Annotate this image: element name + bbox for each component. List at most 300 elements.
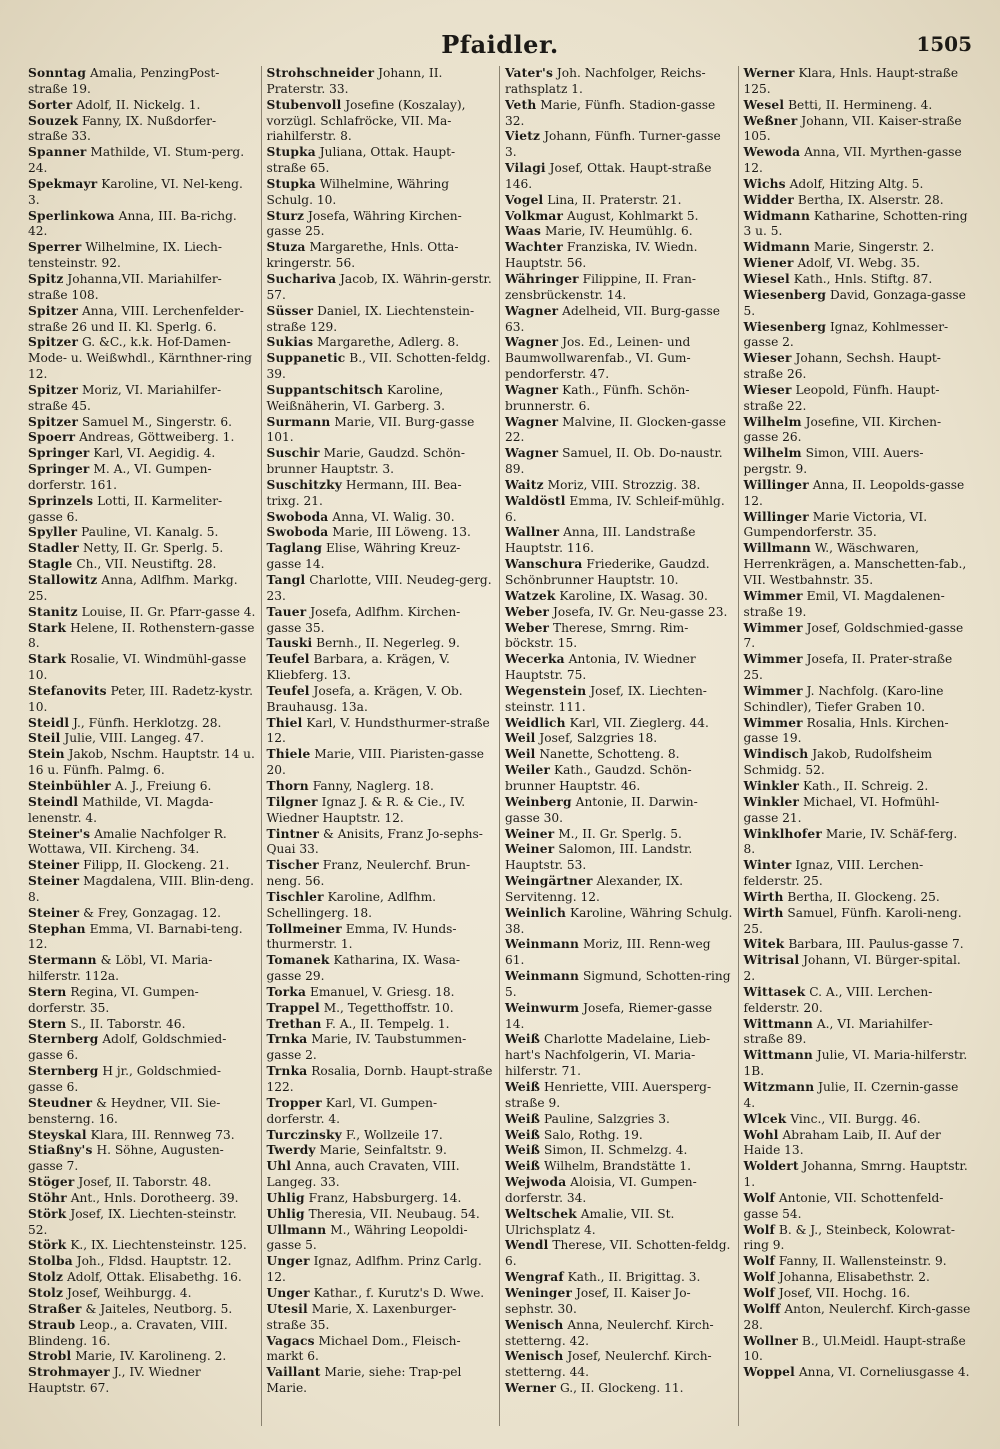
directory-entry xyxy=(744,383,972,415)
entry-details: H jr., Goldschmied-gasse 6. xyxy=(28,1064,222,1094)
entry-name: Steidl xyxy=(28,715,70,730)
entry-details: F., Wollzeile 17. xyxy=(345,1127,443,1142)
entry-name: Weltschek xyxy=(505,1206,577,1221)
entry-details: B., Ul.Meidl. Haupt-straße 10. xyxy=(743,1333,966,1364)
entry-details: Kathar., f. Kurutz's D. Wwe. xyxy=(313,1285,485,1300)
directory-entry xyxy=(267,890,495,922)
entry-name: Weiß xyxy=(505,1111,541,1126)
entry-details: Anna, Adlfhm. Markg. 25. xyxy=(28,573,238,603)
entry-name: Wenisch xyxy=(505,1349,564,1364)
entry-name: Wimmer xyxy=(743,588,803,603)
entry-name: Winkler xyxy=(743,794,800,809)
directory-entry xyxy=(505,589,733,605)
directory-entry xyxy=(505,1349,733,1381)
entry-details: Marie, III Löweng. 13. xyxy=(332,525,471,540)
entry-name: Trnka xyxy=(266,1032,308,1047)
directory-entry xyxy=(28,462,256,494)
column-3 xyxy=(499,66,738,1426)
entry-name: Steinbühler xyxy=(28,778,111,793)
entry-name: Steiner xyxy=(28,874,80,889)
entry-name: Trethan xyxy=(266,1016,322,1031)
entry-name: Steiner xyxy=(28,858,80,873)
entry-name: Wagner xyxy=(505,303,559,318)
entry-name: Straub xyxy=(28,1317,76,1332)
directory-entry xyxy=(505,1238,733,1270)
entry-name: Wittmann xyxy=(743,1016,813,1031)
entry-details: Johann, VI. Bürger-spital. 2. xyxy=(743,953,961,984)
directory-entry xyxy=(28,1270,256,1286)
entry-name: Weiß xyxy=(505,1080,541,1094)
entry-name: Stöger xyxy=(28,1175,75,1190)
directory-entry xyxy=(28,525,256,541)
entry-details: Anna, VII. Myrthen-gasse 12. xyxy=(743,145,962,176)
entry-name: Steindl xyxy=(28,794,79,809)
directory-entry xyxy=(28,1143,256,1175)
directory-entry xyxy=(267,1302,495,1334)
directory-entry xyxy=(28,922,256,954)
entry-details: B., VII. Schotten-feldg. 39. xyxy=(266,351,491,382)
entry-name: Stuza xyxy=(266,240,306,255)
entry-details: B. & J., Steinbeck, Kolowrat-ring 9. xyxy=(743,1222,955,1253)
directory-entry xyxy=(267,1254,495,1286)
entry-name: Wewoda xyxy=(743,145,801,160)
entry-details: Salo, Rothg. 19. xyxy=(544,1127,643,1142)
entry-details: Adolf, Ottak. Elisabethg. 16. xyxy=(67,1270,242,1285)
entry-details: A., VI. Mariahilfer-straße 89. xyxy=(743,1016,933,1047)
directory-entry xyxy=(267,525,495,541)
directory-entry xyxy=(505,684,733,716)
entry-details: Theresia, VII. Neubaug. 54. xyxy=(308,1206,480,1221)
entry-name: Tropper xyxy=(266,1095,322,1110)
directory-entry xyxy=(267,684,495,716)
entry-name: Swoboda xyxy=(266,509,329,524)
entry-name: Wegenstein xyxy=(505,683,587,698)
page-number: 1505 xyxy=(916,32,972,56)
entry-name: Witrisal xyxy=(743,953,800,968)
entry-name: Weiß xyxy=(505,1159,541,1174)
entry-name: Weinmann xyxy=(505,937,580,952)
directory-entry xyxy=(267,1159,495,1191)
entry-details: Bertha, II. Glockeng. 25. xyxy=(787,889,940,904)
entry-name: Unger xyxy=(266,1254,310,1269)
entry-name: Suppantschitsch xyxy=(266,382,384,397)
directory-entry xyxy=(744,1159,972,1191)
directory-entry xyxy=(267,240,495,272)
entry-name: Wimmer xyxy=(743,652,803,667)
entry-details: Hermann, III. Bea-trixg. 21. xyxy=(266,477,462,508)
entry-name: Witzmann xyxy=(743,1080,815,1094)
entry-name: Suschir xyxy=(266,446,320,461)
entry-name: Stiaßny's xyxy=(28,1143,93,1158)
entry-name: Spitz xyxy=(28,271,64,286)
directory-entry xyxy=(28,731,256,747)
directory-entry xyxy=(267,858,495,890)
entry-name: Wolf xyxy=(743,1254,775,1269)
entry-name: Sperrer xyxy=(28,240,82,255)
entry-name: Tauski xyxy=(266,636,313,651)
entry-name: Waas xyxy=(505,224,542,239)
directory-entry xyxy=(744,1223,972,1255)
entry-name: Steiner xyxy=(28,905,80,920)
directory-entry xyxy=(505,842,733,874)
entry-name: Wiesenberg xyxy=(743,319,827,334)
entry-details: M. A., VI. Gumpen-dorferstr. 161. xyxy=(28,462,212,492)
directory-entry xyxy=(28,304,256,336)
entry-details: Josefine (Koszalay), vorzügl. Schlafröcke, VII. Ma-riahilferstr. 8. xyxy=(266,97,466,144)
directory-entry xyxy=(267,510,495,526)
entry-details: Josefa, Riemer-gasse 14. xyxy=(505,1000,713,1031)
entry-name: Strohmayer xyxy=(28,1365,110,1380)
directory-entry xyxy=(744,716,972,748)
directory-entry xyxy=(28,779,256,795)
entry-name: Stagle xyxy=(28,557,73,572)
entry-details: Anna, VIII. Lerchenfelder-straße 26 und II. Kl. Sperlg. 6. xyxy=(28,303,244,334)
entry-details: Anna, II. Leopolds-gasse 12. xyxy=(743,477,965,508)
entry-details: Emanuel, V. Griesg. 18. xyxy=(309,984,455,999)
directory-entry xyxy=(505,795,733,827)
directory-entry xyxy=(267,272,495,304)
entry-name: Stupka xyxy=(266,176,316,191)
entry-name: Stern xyxy=(28,984,67,999)
entry-details: H. Söhne, Augusten-gasse 7. xyxy=(28,1143,224,1174)
entry-details: Emma, IV. Schleif-mühlg. 6. xyxy=(505,493,725,524)
entry-details: Marie, IV. Karolineng. 2. xyxy=(75,1349,227,1364)
entry-name: Wimmer xyxy=(743,683,803,698)
entry-name: Tollmeiner xyxy=(266,921,342,936)
entry-details: Ignaz, Adlfhm. Prinz Carlg. 12. xyxy=(266,1254,482,1285)
entry-details: M., II. Gr. Sperlg. 5. xyxy=(558,826,682,841)
entry-name: Stupka xyxy=(266,145,316,160)
entry-name: Wirth xyxy=(743,905,784,920)
entry-details: Louise, II. Gr. Pfarr-gasse 4. xyxy=(81,604,256,619)
entry-details: Adolf, VI. Webg. 35. xyxy=(797,256,920,271)
entry-name: Vietz xyxy=(505,129,541,144)
directory-entry xyxy=(505,161,733,193)
entry-details: Therese, VII. Schotten-feldg. 6. xyxy=(505,1238,731,1269)
directory-entry xyxy=(744,953,972,985)
directory-entry xyxy=(744,1080,972,1112)
directory-entry xyxy=(505,874,733,906)
entry-name: Stolba xyxy=(28,1254,73,1269)
directory-entry xyxy=(28,858,256,874)
directory-entry xyxy=(28,985,256,1017)
entry-name: Störk xyxy=(28,1206,67,1221)
entry-name: Unger xyxy=(266,1285,310,1300)
entry-details: S., II. Taborstr. 46. xyxy=(70,1016,186,1031)
directory-entry xyxy=(267,209,495,241)
directory-entry xyxy=(28,177,256,209)
directory-entry xyxy=(28,906,256,922)
entry-details: Malvine, II. Glocken-gasse 22. xyxy=(505,414,726,445)
directory-entry xyxy=(744,858,972,890)
entry-details: & Anisits, Franz Jo-sephs-Quai 33. xyxy=(266,826,483,857)
entry-details: Joh. Nachfolger, Reichs-rathsplatz 1. xyxy=(505,66,706,96)
entry-name: Widmann xyxy=(743,208,811,223)
directory-entry xyxy=(744,256,972,272)
entry-name: Weidlich xyxy=(505,715,566,730)
column-1 xyxy=(28,66,261,1426)
directory-entry xyxy=(267,827,495,859)
directory-entry xyxy=(28,335,256,383)
entry-details: Sigmund, Schotten-ring 5. xyxy=(505,969,731,999)
entry-name: Steudner xyxy=(28,1095,93,1110)
entry-details: Wilhelmine, Währing Schulg. 10. xyxy=(266,176,450,207)
entry-name: Widder xyxy=(743,192,795,207)
entry-details: Regina, VI. Gumpen-dorferstr. 35. xyxy=(28,984,199,1015)
entry-details: Franziska, IV. Wiedn. Hauptstr. 56. xyxy=(505,240,698,271)
directory-entry xyxy=(267,922,495,954)
entry-name: Wolff xyxy=(743,1301,781,1316)
directory-entry xyxy=(28,1032,256,1064)
entry-details: Bernh., II. Negerleg. 9. xyxy=(316,636,460,651)
directory-entry xyxy=(267,145,495,177)
entry-details: Elise, Währing Kreuz-gasse 14. xyxy=(266,541,461,572)
entry-details: Katharine, Schotten-ring 3 u. 5. xyxy=(743,208,968,239)
entry-name: Willinger xyxy=(743,509,809,524)
directory-entry xyxy=(28,573,256,605)
directory-entry xyxy=(744,906,972,938)
directory-entry xyxy=(744,1254,972,1270)
entry-details: Karl, VII. Zieglerg. 44. xyxy=(569,715,709,730)
entry-name: Wilhelm xyxy=(743,446,802,461)
directory-entry xyxy=(505,209,733,225)
entry-name: Sperlinkowa xyxy=(28,208,115,223)
directory-entry xyxy=(267,351,495,383)
entry-name: Wenisch xyxy=(505,1317,564,1332)
entry-name: Sorter xyxy=(28,97,73,112)
entry-details: Vinc., VII. Burgg. 46. xyxy=(790,1111,921,1126)
entry-details: Josefa, Währing Kirchen-gasse 25. xyxy=(266,208,462,239)
entry-details: Nanette, Schotteng. 8. xyxy=(539,747,680,762)
directory-entry xyxy=(28,747,256,779)
entry-details: Johanna,VII. Mariahilfer-straße 108. xyxy=(28,271,222,302)
entry-name: Sprinzels xyxy=(28,493,94,508)
entry-details: Margarethe, Adlerg. 8. xyxy=(317,335,460,350)
entry-name: Uhlig xyxy=(266,1206,305,1221)
directory-entry xyxy=(744,890,972,906)
entry-name: Süsser xyxy=(266,303,314,318)
entry-details: Anna, Neulerchf. Kirch-stetterng. 42. xyxy=(505,1317,714,1348)
entry-details: Aloisia, VI. Gumpen-dorferstr. 34. xyxy=(505,1175,697,1205)
entry-details: Karoline, Weißnäherin, VI. Garberg. 3. xyxy=(266,382,445,413)
entry-details: Josef, Neulerchf. Kirch-stetterng. 44. xyxy=(505,1349,712,1380)
directory-entry xyxy=(267,779,495,795)
entry-name: Suppanetic xyxy=(266,351,346,366)
directory-entry xyxy=(744,541,972,589)
entry-details: Moriz, VI. Mariahilfer-straße 45. xyxy=(28,382,222,413)
directory-entry xyxy=(28,1064,256,1096)
directory-entry xyxy=(744,478,972,510)
entry-details: Michael, VI. Hofmühl-gasse 21. xyxy=(743,794,940,825)
entry-name: Weil xyxy=(505,731,536,746)
entry-name: Suchariva xyxy=(266,271,337,286)
entry-details: Amalie, VII. St. Ulrichsplatz 4. xyxy=(505,1206,675,1237)
directory-entry xyxy=(267,177,495,209)
entry-details: Michael Dom., Fleisch-markt 6. xyxy=(266,1333,461,1364)
entry-details: W., Wäschwaren, Herrenkrägen, a. Manschetten-fab., VII. Westbahnstr. 35. xyxy=(743,541,967,587)
entry-details: Samuel M., Singerstr. 6. xyxy=(81,414,233,429)
entry-details: Anna, III. Landstraße Hauptstr. 116. xyxy=(505,525,696,556)
entry-name: Wesel xyxy=(743,97,785,112)
entry-name: Trappel xyxy=(266,1000,320,1015)
directory-entry xyxy=(28,541,256,557)
directory-entry xyxy=(28,827,256,859)
directory-entry xyxy=(744,446,972,478)
directory-entry xyxy=(505,937,733,969)
entry-details: Mathilde, VI. Magda-lenenstr. 4. xyxy=(28,794,214,825)
entry-details: Johann, VII. Kaiser-straße 105. xyxy=(743,113,962,144)
entry-name: Stolz xyxy=(28,1285,64,1300)
entry-name: Tischer xyxy=(266,858,319,873)
directory-entry xyxy=(267,1017,495,1033)
directory-entry xyxy=(267,1032,495,1064)
directory-entry xyxy=(744,1270,972,1286)
entry-name: Spoerr xyxy=(28,430,76,445)
entry-details: Friederike, Gaudzd. Schönbrunner Hauptstr. 10. xyxy=(505,557,710,587)
entry-details: Marie, Fünfh. Stadion-gasse 32. xyxy=(505,97,716,128)
entry-details: Klara, Hnls. Haupt-straße 125. xyxy=(743,66,959,96)
entry-name: Tintner xyxy=(266,826,320,841)
directory-entry xyxy=(28,605,256,621)
directory-entry xyxy=(28,716,256,732)
directory-entry xyxy=(267,1334,495,1366)
entry-details: C. A., VIII. Lerchen-felderstr. 20. xyxy=(743,984,933,1015)
entry-details: Joh., Fldsd. Hauptstr. 12. xyxy=(76,1254,232,1269)
directory-entry xyxy=(28,557,256,573)
entry-name: Sonntag xyxy=(28,66,87,80)
entry-name: Suschitzky xyxy=(266,477,343,492)
entry-details: Samuel, Fünfh. Karoli-neng. 25. xyxy=(743,905,962,936)
page-title: Pfaidler. xyxy=(441,30,559,59)
entry-details: Josef, II. Kaiser Jo-sephstr. 30. xyxy=(505,1285,691,1316)
directory-entry xyxy=(744,288,972,320)
entry-name: Utesil xyxy=(266,1301,308,1316)
entry-name: Teufel xyxy=(266,683,310,698)
entry-name: Strobl xyxy=(28,1349,72,1364)
directory-entry xyxy=(28,430,256,446)
entry-name: Vaillant xyxy=(266,1365,321,1380)
entry-details: Josef, Goldschmied-gasse 7. xyxy=(743,620,964,651)
entry-name: Surmann xyxy=(266,414,331,429)
entry-name: Witek xyxy=(743,937,785,952)
entry-name: Uhlig xyxy=(266,1190,305,1205)
directory-entry xyxy=(267,304,495,336)
entry-details: Filipp, II. Glockeng. 21. xyxy=(83,858,230,873)
entry-details: Therese, Smrng. Rim-böckstr. 15. xyxy=(505,620,689,651)
entry-name: Swoboda xyxy=(266,525,329,540)
directory-entry xyxy=(505,1286,733,1318)
directory-entry xyxy=(505,731,733,747)
entry-name: Wittasek xyxy=(743,984,806,999)
directory-entry xyxy=(28,494,256,526)
entry-details: J., Fünfh. Herklotzg. 28. xyxy=(73,715,222,730)
directory-entry xyxy=(267,1001,495,1017)
entry-name: Weninger xyxy=(505,1285,573,1300)
entry-details: Antonia, IV. Wiedner Hauptstr. 75. xyxy=(505,652,696,683)
directory-entry xyxy=(505,621,733,653)
directory-entry xyxy=(744,1128,972,1160)
directory-entry xyxy=(28,1302,256,1318)
entry-name: Woppel xyxy=(743,1365,795,1380)
entry-details: Josef, Ottak. Haupt-straße 146. xyxy=(505,161,712,191)
entry-details: G., II. Glockeng. 11. xyxy=(559,1381,684,1396)
entry-name: Weinmann xyxy=(505,969,580,984)
entry-details: Charlotte, VIII. Neudeg-gerg. 23. xyxy=(266,573,492,603)
directory-entry xyxy=(28,684,256,716)
directory-entry xyxy=(28,1365,256,1397)
directory-entry xyxy=(267,478,495,510)
directory-entry xyxy=(505,494,733,526)
directory-entry xyxy=(28,66,256,98)
entry-name: Wirth xyxy=(743,889,784,904)
directory-entry xyxy=(28,1318,256,1350)
directory-entry xyxy=(505,383,733,415)
entry-name: Weil xyxy=(505,747,536,762)
entry-details: Marie, IV. Heumühlg. 6. xyxy=(544,224,693,239)
entry-details: Leop., a. Cravaten, VIII. Blindeng. 16. xyxy=(28,1317,228,1348)
directory-entry xyxy=(744,351,972,383)
entry-details: Katharina, IX. Wasa-gasse 29. xyxy=(266,953,461,984)
directory-entry xyxy=(267,1223,495,1255)
directory-entry xyxy=(744,1302,972,1334)
entry-details: Josef, II. Taborstr. 48. xyxy=(78,1175,212,1190)
entry-name: Werner xyxy=(743,66,795,80)
directory-entry xyxy=(744,510,972,542)
directory-entry xyxy=(744,145,972,177)
entry-details: Pauline, VI. Kanalg. 5. xyxy=(81,525,219,540)
directory-entry xyxy=(28,1286,256,1302)
directory-entry xyxy=(267,1365,495,1397)
entry-name: Winklhofer xyxy=(743,826,822,841)
entry-details: Johanna, Elisabethstr. 2. xyxy=(778,1270,930,1285)
entry-details: Klara, III. Rennweg 73. xyxy=(90,1127,235,1142)
entry-details: Fanny, Naglerg. 18. xyxy=(312,778,434,793)
directory-entry xyxy=(505,240,733,272)
directory-entry xyxy=(744,66,972,98)
entry-details: Alexander, IX. Servitenng. 12. xyxy=(505,874,684,904)
directory-entry xyxy=(505,98,733,130)
directory-entry xyxy=(505,66,733,98)
directory-entry xyxy=(267,446,495,478)
directory-entry xyxy=(267,605,495,637)
entry-name: Wejwoda xyxy=(505,1175,567,1190)
entry-details: Mathilde, VI. Stum-perg. 24. xyxy=(28,145,245,176)
entry-details: Anna, auch Cravaten, VIII. Langeg. 33. xyxy=(266,1159,460,1190)
directory-entry xyxy=(28,383,256,415)
directory-entry xyxy=(28,652,256,684)
entry-details: J., IV. Wiedner Hauptstr. 67. xyxy=(28,1365,201,1396)
directory-entry xyxy=(28,98,256,114)
entry-name: Steyskal xyxy=(28,1127,87,1142)
entry-details: Kath., Hnls. Stiftg. 87. xyxy=(793,271,933,286)
entry-details: Fanny, IX. Nußdorfer-straße 33. xyxy=(28,113,217,144)
entry-details: Adolf, Hitzing Altg. 5. xyxy=(789,176,924,191)
directory-entry xyxy=(505,605,733,621)
entry-name: Uhl xyxy=(266,1159,292,1174)
entry-name: Thiele xyxy=(266,747,311,762)
directory-entry xyxy=(744,1334,972,1366)
entry-name: Turczinsky xyxy=(266,1127,342,1142)
entry-details: Josefa, IV. Gr. Neu-gasse 23. xyxy=(553,604,728,619)
entry-name: Stubenvoll xyxy=(266,97,342,112)
entry-details: Amalie Nachfolger R. Wottawa, VII. Kircheng. 34. xyxy=(28,826,227,857)
entry-name: Wilhelm xyxy=(743,414,802,429)
entry-details: August, Kohlmarkt 5. xyxy=(567,208,699,223)
entry-details: Ignaz, VIII. Lerchen-felderstr. 25. xyxy=(743,858,924,889)
directory-entry xyxy=(505,1080,733,1112)
directory-entry xyxy=(505,1270,733,1286)
entry-details: Filippine, II. Fran-zensbrückenstr. 14. xyxy=(505,271,697,302)
